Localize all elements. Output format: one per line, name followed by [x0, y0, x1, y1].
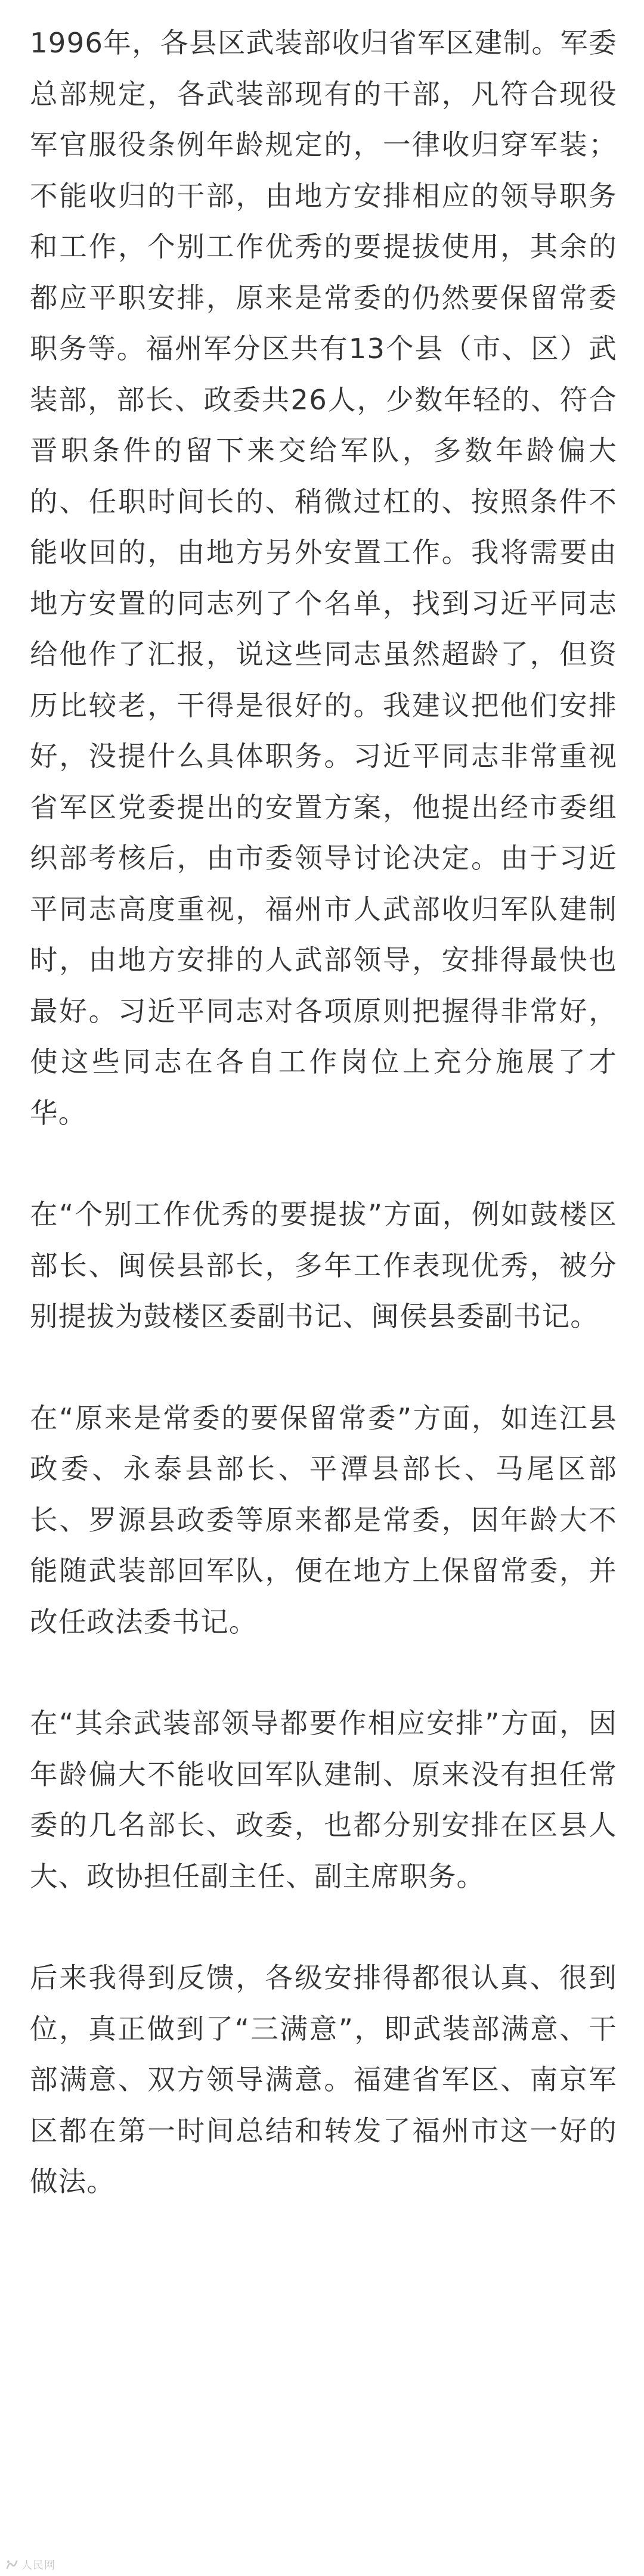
- logo-mark-icon: [5, 2558, 19, 2572]
- paragraph-2: 在“个别工作优秀的要提拔”方面，例如鼓楼区部长、闽侯县部长，多年工作表现优秀，被分别提拔为鼓楼区委副书记、闽侯县委副书记。: [30, 1198, 617, 1332]
- paragraph-5: 后来我得到反馈，各级安排得都很认真、很到位，真正做到了“三满意”，即武装部满意、干部满意、双方领导满意。福建省军区、南京军区都在第一时间总结和转发了福州市这一好的做法。: [30, 1962, 617, 2198]
- article-body: [30, 18, 617, 2208]
- paragraph-3: 在“原来是常委的要保留常委”方面，如连江县政委、永泰县部长、平潭县部长、马尾区部长、罗源县政委等原来都是常委，因年龄大不能随武装部回军队，便在地方上保留常委，并改任政法委书记。: [30, 1402, 617, 1638]
- watermark-text: 人民网: [21, 2559, 55, 2572]
- paragraph-1: 1996年，各县区武装部收归省军区建制。军委总部规定，各武装部现有的干部，凡符合现役军官服役条例年龄规定的，一律收归穿军装；不能收归的干部，由地方安排相应的领导职务和工作，个别工作优秀的要提拔使用，其余的都应平职安排，原来是常委的仍然要保留常委职务等。福州军分区共有13个县（市、区）武装部，部长、政委共26人，少数年轻的、符合晋职条件的留下来交给军队，多数年龄偏大的、任职时间长的、稍微过杠的、按照条件不能收回的，由地方另外安置工作。我将需要由地方安置的同志列了个名单，找到习近平同志给他作了汇报，说这些同志虽然超龄了，但资历比较老，干得是很好的。我建议把他们安排好，没提什么具体职务。习近平同志非常重视省军区党委提出的安置方案，他提出经市委组织部考核后，由市委领导讨论决定。由于习近平同志高度重视，福州市人武部收归军队建制时，由地方安排的人武部领导，安排得最快也最好。习近平同志对各项原则把握得非常好，使这些同志在各自工作岗位上充分施展了才华。: [30, 27, 617, 1129]
- paragraph-4: 在“其余武装部领导都要作相应安排”方面，因年龄偏大不能收回军队建制、原来没有担任常委的几名部长、政委，也都分别安排在区县人大、政协担任副主任、副主席职务。: [30, 1707, 617, 1893]
- watermark: [5, 2557, 55, 2572]
